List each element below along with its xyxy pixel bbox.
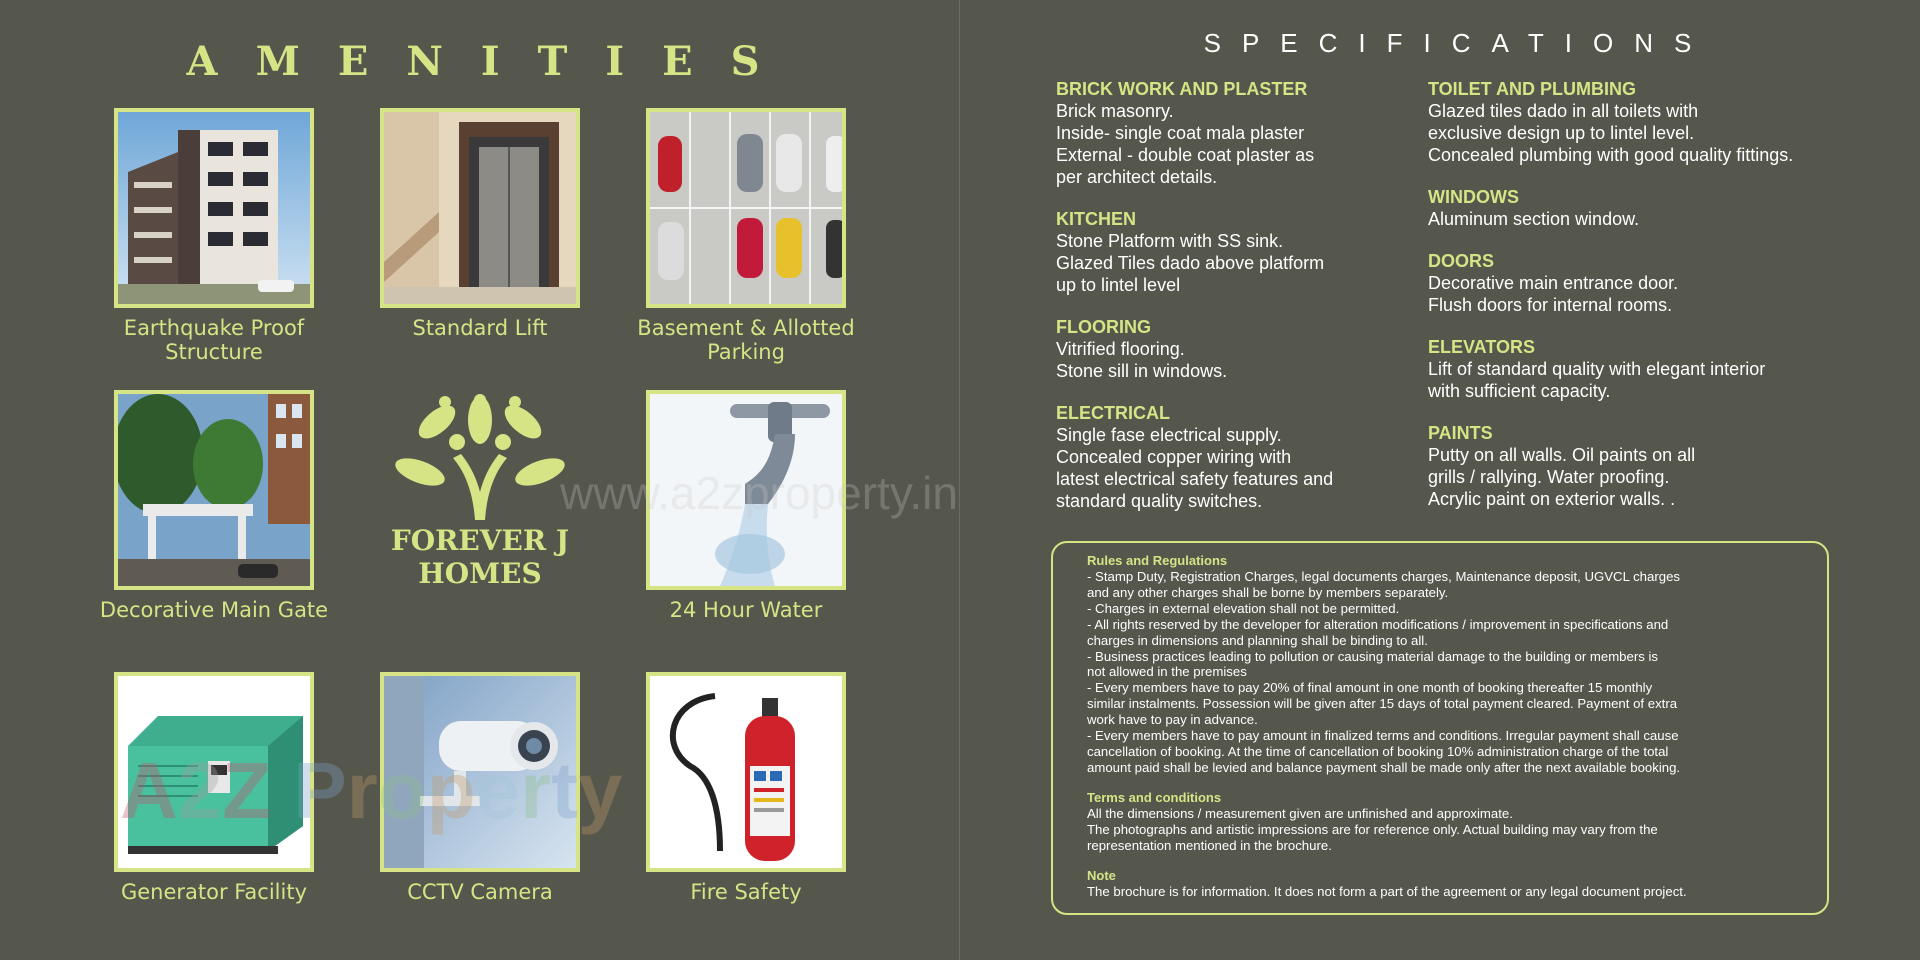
spec-line: Glazed Tiles dado above platform: [1056, 253, 1325, 273]
fire-extinguisher-image: [646, 672, 846, 872]
url-watermark: www.a2zproperty.in: [560, 467, 958, 519]
spec-heading: FLOORING: [1056, 317, 1151, 337]
amenities-title: AMENITIES: [186, 38, 798, 85]
spec-heading: WINDOWS: [1428, 187, 1519, 207]
rules-gap: [1087, 854, 1813, 868]
spec-heading: KITCHEN: [1056, 209, 1136, 229]
spec-doors: [1428, 250, 1848, 316]
rules-line: - Every members have to pay 20% of final amount in one month of booking thereafter 15 monthly: [1087, 680, 1653, 696]
spec-line: per architect details.: [1056, 167, 1218, 187]
spec-toilet-plumbing: [1428, 78, 1848, 166]
rules-line: - All rights reserved by the developer for alteration modifications / improvement in specifications and: [1087, 616, 1669, 632]
spec-paints: [1428, 422, 1848, 510]
rules-line: not allowed in the premises: [1087, 664, 1247, 680]
brand-watermark: A2Z Property: [120, 746, 623, 835]
spec-line: External - double coat plaster as: [1056, 145, 1315, 165]
spec-line: Inside- single coat mala plaster: [1056, 123, 1305, 143]
note-line: The brochure is for information. It does not form a part of the agreement or any legal document project.: [1087, 883, 1687, 899]
specifications-page: [960, 0, 1920, 960]
spec-line: Single fase electrical supply.: [1056, 425, 1282, 445]
spec-line: Decorative main entrance door.: [1428, 273, 1679, 293]
terms-line: representation mentioned in the brochure.: [1087, 837, 1332, 853]
water-caption: 24 Hour Water: [669, 598, 823, 622]
earthquake-caption: Earthquake Proof Structure: [123, 316, 305, 364]
spec-line: latest electrical safety features and: [1056, 469, 1334, 489]
spec-line: Acrylic paint on exterior walls. .: [1428, 489, 1676, 509]
parking-caption: Basement & Allotted Parking: [637, 316, 855, 364]
spec-electrical: [1056, 402, 1436, 512]
rules-line: - Business practices leading to pollution or causing material damage to the building or members is: [1087, 648, 1659, 664]
spec-line: Concealed plumbing with good quality fittings.: [1428, 145, 1794, 165]
logo-line1: FOREVER J: [390, 524, 570, 557]
specs-left-column: [1056, 78, 1436, 532]
cctv-caption: CCTV Camera: [407, 880, 553, 904]
spec-heading: TOILET AND PLUMBING: [1428, 79, 1636, 99]
rules-line: - Every members have to pay amount in finalized terms and conditions. Irregular payment shall cause: [1087, 728, 1679, 744]
parking-image: [646, 108, 846, 308]
note-heading: Note: [1087, 867, 1116, 883]
main-gate-caption: Decorative Main Gate: [99, 598, 329, 622]
spec-brick-work: [1056, 78, 1436, 188]
lift-image: [380, 108, 580, 308]
spec-line: standard quality switches.: [1056, 491, 1263, 511]
spec-line: Flush doors for internal rooms.: [1428, 295, 1673, 315]
earthquake-structure-image: [114, 108, 314, 308]
spec-kitchen: [1056, 208, 1436, 296]
terms-line: All the dimensions / measurement given are unfinished and approximate.: [1087, 805, 1513, 821]
rules-line: similar instalments. Possession will be given after 15 days of total payment cleared. Payment of extra: [1087, 696, 1678, 712]
rules-line: amount paid shall be levied and balance payment shall be made only after the next available booking.: [1087, 759, 1681, 775]
spec-line: exclusive design up to lintel level.: [1428, 123, 1695, 143]
spec-heading: ELEVATORS: [1428, 337, 1536, 357]
spec-line: Aluminum section window.: [1428, 209, 1640, 229]
rules-line: charges in dimensions and planning shall be binding to all.: [1087, 632, 1428, 648]
spec-line: grills / rallying. Water proofing.: [1428, 467, 1670, 487]
spec-line: Glazed tiles dado in all toilets with: [1428, 101, 1699, 121]
spec-line: Vitrified flooring.: [1056, 339, 1185, 359]
logo-line2: HOMES: [418, 557, 542, 590]
spec-line: Stone sill in windows.: [1056, 361, 1228, 381]
terms-heading: Terms and conditions: [1087, 789, 1222, 805]
rules-line: and any other charges shall be borne by members separately.: [1087, 584, 1449, 600]
rules-line: - Stamp Duty, Registration Charges, legal documents charges, Maintenance deposit, UGVCL charges: [1087, 569, 1680, 584]
spec-line: Concealed copper wiring with: [1056, 447, 1292, 467]
generator-caption: Generator Facility: [120, 880, 308, 904]
main-gate-image: [114, 390, 314, 590]
spec-elevators: [1428, 336, 1848, 402]
spec-line: up to lintel level: [1056, 275, 1181, 295]
rules-line: work have to pay in advance.: [1087, 712, 1258, 728]
spec-line: Putty on all walls. Oil paints on all: [1428, 445, 1696, 465]
specifications-title: SPECIFICATIONS: [1203, 28, 1713, 58]
spec-heading: PAINTS: [1428, 423, 1493, 443]
spec-heading: BRICK WORK AND PLASTER: [1056, 79, 1308, 99]
fire-safety-caption: Fire Safety: [690, 880, 802, 904]
rules-box: [1051, 541, 1829, 915]
rules-line: cancellation of booking. At the time of cancellation of booking 10% administration charge of the total: [1087, 743, 1669, 759]
spec-line: with sufficient capacity.: [1428, 381, 1611, 401]
spec-line: Stone Platform with SS sink.: [1056, 231, 1284, 251]
spec-windows: [1428, 186, 1848, 230]
spec-line: Lift of standard quality with elegant interior: [1428, 359, 1766, 379]
spec-heading: ELECTRICAL: [1056, 403, 1170, 423]
rules-gap: [1087, 776, 1813, 790]
lift-caption: Standard Lift: [412, 316, 548, 340]
spec-line: Brick masonry.: [1056, 101, 1174, 121]
rules-heading: Rules and Regulations: [1087, 553, 1228, 568]
spec-flooring: [1056, 316, 1436, 382]
terms-line: The photographs and artistic impressions are for reference only. Actual building may vary from the: [1087, 821, 1658, 837]
specs-right-column: [1428, 78, 1848, 530]
spec-heading: DOORS: [1428, 251, 1495, 271]
rules-line: - Charges in external elevation shall not be permitted.: [1087, 600, 1400, 616]
